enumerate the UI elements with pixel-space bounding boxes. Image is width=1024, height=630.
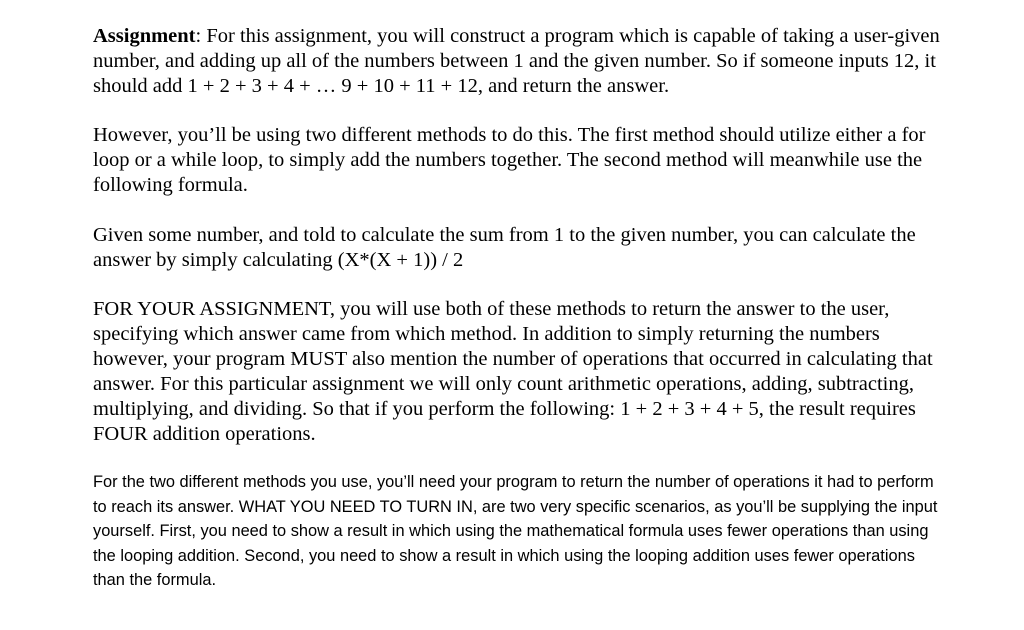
assignment-document: [93, 24, 943, 593]
turn-in-paragraph: For the two different methods you use, you’ll need your program to return the number of operations it had to perform to reach its answer. WHAT YOU NEED TO TURN IN, are two very specific scenarios, as you’ll be supplying the input yourself. First, you need to show a result in which using the mathematical formula uses fewer operations than using the looping addition. Second, you need to show a result in which using the looping addition uses fewer operations than the formula.: [93, 473, 938, 589]
assignment-description: : For this assignment, you will construct a program which is capable of taking a user-given number, and adding up all of the numbers between 1 and the given number. So if someone inputs 12, it should add 1 + 2 + 3 + 4 + … 9 + 10 + 11 + 12, and return the answer.: [93, 25, 940, 97]
requirements-paragraph: FOR YOUR ASSIGNMENT, you will use both of these methods to return the answer to the user, specifying which answer came from which method. In addition to simply returning the numbers however, your program MUST also mention the number of operations that occurred in calculating that answer. For this particular assignment we will only count arithmetic operations, adding, subtracting, multiplying, and dividing. So that if you perform the following: 1 + 2 + 3 + 4 + 5, the result requires FOUR addition operations.: [93, 298, 933, 445]
methods-paragraph: However, you’ll be using two different methods to do this. The first method should utilize either a for loop or a while loop, to simply add the numbers together. The second method will meanwhile use the following formula.: [93, 124, 926, 196]
assignment-paragraph: [93, 24, 943, 99]
assignment-heading: Assignment: [93, 25, 196, 47]
formula-paragraph: Given some number, and told to calculate the sum from 1 to the given number, you can calculate the answer by simply calculating (X*(X + 1)) / 2: [93, 224, 916, 271]
